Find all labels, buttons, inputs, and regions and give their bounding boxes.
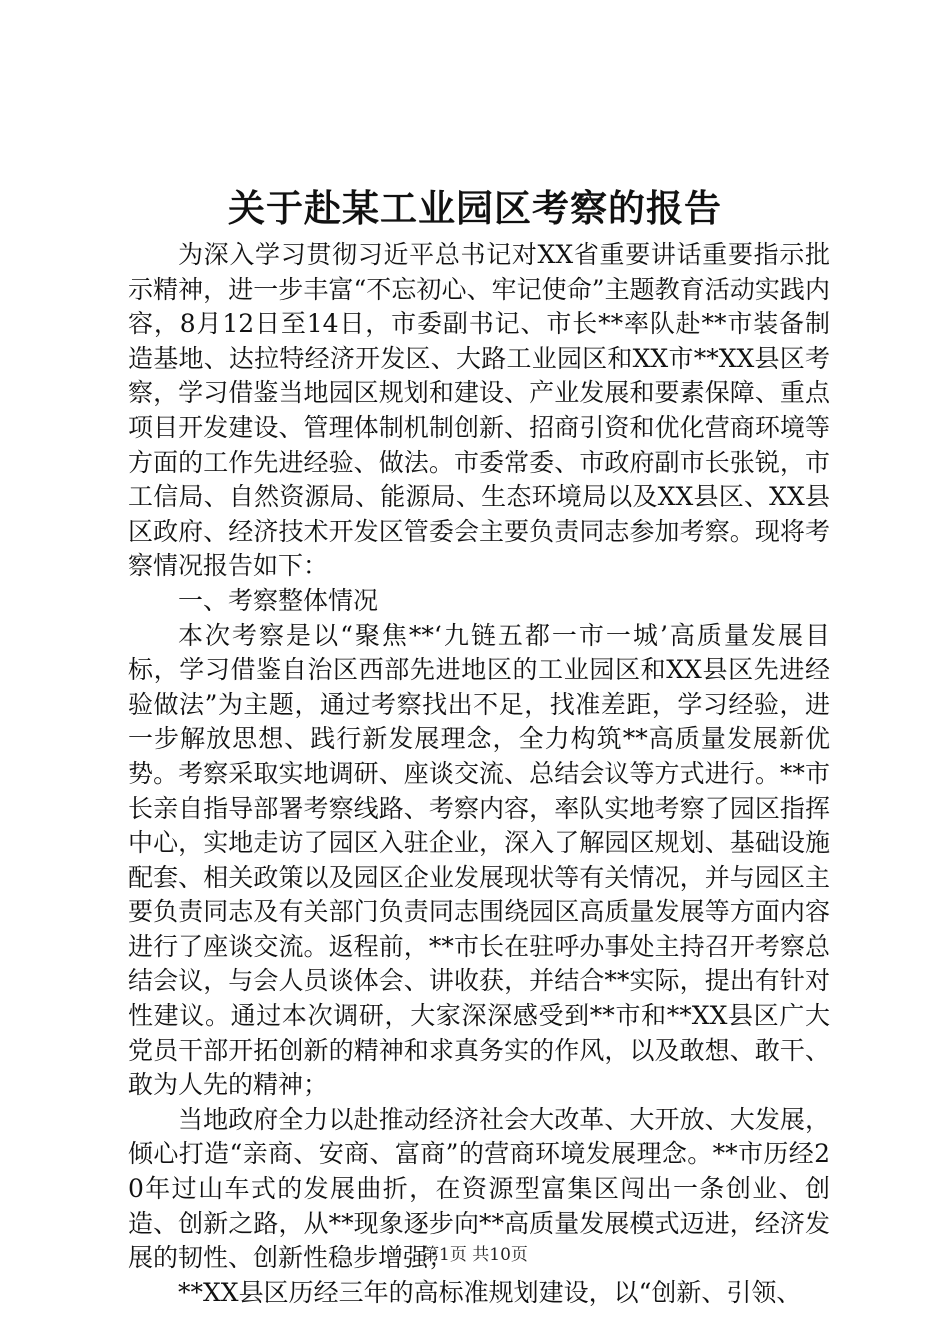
paragraph-local-government: 当地政府全力以赴推动经济社会大改革、大开放、大发展，倾心打造“亲商、安商、富商”的营商环境发展理念。**市历经20年过山车式的发展曲折，在资源型富集区闯出一条创业、创造、创新之路，从**现象逐步向**高质量发展模式迈进，经济发展的韧性、创新性稳步增强；	[128, 1104, 830, 1273]
document-body	[128, 238, 830, 1310]
page-number-footer: 第1页 共10页	[422, 1245, 528, 1265]
paragraph-overview: 本次考察是以“聚焦**‘九链五都一市一城’高质量发展目标，学习借鉴自治区西部先进地区的工业园区和XX县区先进经验做法”为主题，通过考察找出不足，找准差距，学习经验，进一步解放思想、践行新发展理念，全力构筑**高质量发展新优势。考察采取实地调研、座谈交流、总结会议等方式进行。**市长亲自指导部署考察线路、考察内容，率队实地考察了园区指挥中心，实地走访了园区入驻企业，深入了解园区规划、基础设施配套、相关政策以及园区企业发展现状等有关情况，并与园区主要负责同志及有关部门负责同志围绕园区高质量发展等方面内容进行了座谈交流。返程前，**市长在驻呼办事处主持召开考察总结会议，与会人员谈体会、讲收获，并结合**实际，提出有针对性建议。通过本次调研，大家深深感受到**市和**XX县区广大党员干部开拓创新的精神和求真务实的作风，以及敢想、敢干、敢为人先的精神；	[128, 620, 830, 1100]
document-title: 关于赴某工业园区考察的报告	[228, 186, 722, 230]
paragraph-county: **XX县区历经三年的高标准规划建设，以“创新、引领、	[178, 1277, 802, 1307]
paragraph-intro: 为深入学习贯彻习近平总书记对XX省重要讲话重要指示批示精神，进一步丰富“不忘初心、牢记使命”主题教育活动实践内容，8月12日至14日，市委副书记、市长**率队赴**市装备制造基地、达拉特经济开发区、大路工业园区和XX市**XX县区考察，学习借鉴当地园区规划和建设、产业发展和要素保障、重点项目开发建设、管理体制机制创新、招商引资和优化营商环境等方面的工作先进经验、做法。市委常委、市政府副市长张锐，市工信局、自然资源局、能源局、生态环境局以及XX县区、XX县区政府、经济技术开发区管委会主要负责同志参加考察。现将考察情况报告如下：	[128, 240, 830, 581]
section-heading: 一、考察整体情况	[178, 585, 379, 615]
